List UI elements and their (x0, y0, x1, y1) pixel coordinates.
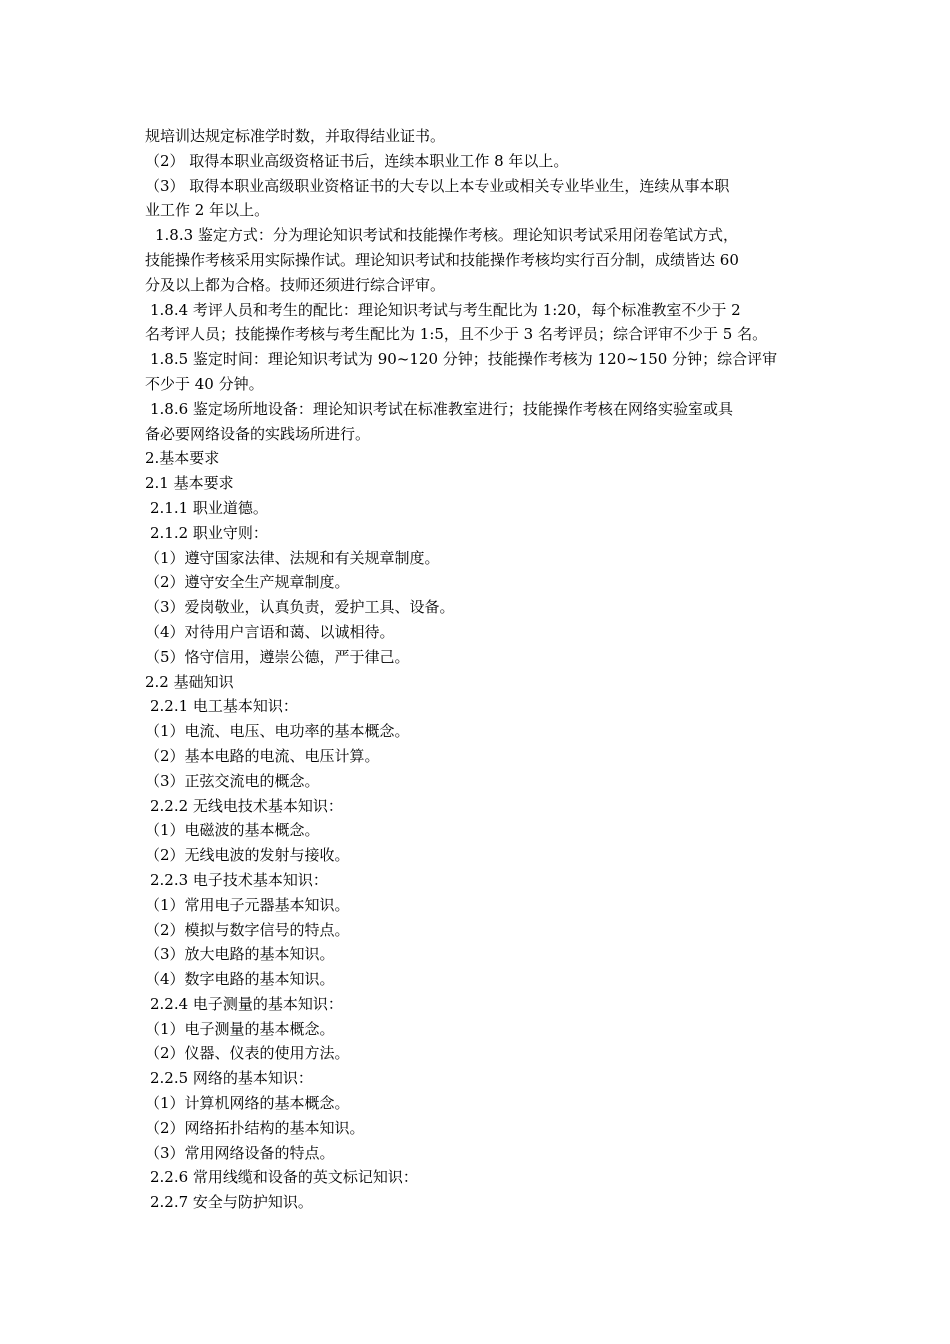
text-line: 名考评人员；技能操作考核与考生配比为 1:5，且不少于 3 名考评员；综合评审不少于 5 名。 (145, 325, 768, 344)
list-item: （1）电流、电压、电功率的基本概念。 (145, 722, 410, 741)
section-heading: 2.1 基本要求 (145, 474, 234, 493)
text-line: 分及以上都为合格。技师还须进行综合评审。 (145, 275, 446, 294)
text-line: 规培训达规定标准学时数，并取得结业证书。 (145, 127, 446, 145)
list-item: （3）放大电路的基本知识。 (145, 945, 335, 964)
subsection-heading: 2.2.2 无线电技术基本知识： (150, 796, 343, 815)
document-body (145, 124, 810, 1215)
subsection-heading: 2.2.6 常用线缆和设备的英文标记知识： (150, 1168, 418, 1187)
subsection-heading: 2.1.2 职业守则： (150, 523, 268, 542)
text-line: 1.8.5 鉴定时间：理论知识考试为 90~120 分钟；技能操作考核为 120~150 分钟；综合评审 (150, 350, 778, 369)
text-line: （3） 取得本职业高级职业资格证书的大专以上本专业或相关专业毕业生，连续从事本职 (145, 176, 730, 195)
subsection-heading: 2.1.1 职业道德。 (150, 498, 268, 517)
text-line: 业工作 2 年以上。 (145, 201, 270, 220)
list-item: （2）仪器、仪表的使用方法。 (145, 1044, 350, 1063)
subsection-heading: 2.2.7 安全与防护知识。 (150, 1193, 313, 1212)
text-line: （2） 取得本职业高级资格证书后，连续本职业工作 8 年以上。 (145, 151, 569, 170)
list-item: （4）数字电路的基本知识。 (145, 970, 335, 989)
list-item: （4）对待用户言语和蔼、以诚相待。 (145, 622, 395, 641)
text-line: 1.8.4 考评人员和考生的配比：理论知识考试与考生配比为 1:20，每个标准教室不少于 2 (150, 300, 741, 319)
subsection-heading: 2.2.4 电子测量的基本知识： (150, 994, 343, 1013)
section-heading: 2.基本要求 (145, 449, 220, 468)
list-item: （2）模拟与数字信号的特点。 (145, 920, 350, 939)
list-item: （5）恪守信用，遵崇公德，严于律己。 (145, 647, 410, 666)
list-item: （3）常用网络设备的特点。 (145, 1143, 335, 1162)
list-item: （1）电磁波的基本概念。 (145, 821, 320, 840)
list-item: （3）正弦交流电的概念。 (145, 771, 320, 790)
list-item: （2）无线电波的发射与接收。 (145, 846, 350, 865)
list-item: （1）电子测量的基本概念。 (145, 1019, 335, 1038)
subsection-heading: 2.2.1 电工基本知识： (150, 697, 298, 716)
subsection-heading: 2.2.3 电子技术基本知识： (150, 870, 328, 889)
list-item: （3）爱岗敬业，认真负责，爱护工具、设备。 (145, 598, 455, 617)
subsection-heading: 2.2.5 网络的基本知识： (150, 1069, 313, 1088)
list-item: （1）常用电子元器基本知识。 (145, 895, 350, 914)
list-item: （1）计算机网络的基本概念。 (145, 1094, 350, 1113)
list-item: （2）网络拓扑结构的基本知识。 (145, 1118, 365, 1137)
text-line: 备必要网络设备的实践场所进行。 (145, 424, 371, 443)
list-item: （2）基本电路的电流、电压计算。 (145, 746, 380, 765)
list-item: （1）遵守国家法律、法规和有关规章制度。 (145, 548, 440, 567)
list-item: （2）遵守安全生产规章制度。 (145, 573, 350, 592)
text-line: 不少于 40 分钟。 (145, 374, 264, 393)
text-line: 1.8.6 鉴定场所地设备：理论知识考试在标准教室进行；技能操作考核在网络实验室或具 (150, 399, 733, 418)
text-line: 1.8.3 鉴定方式：分为理论知识考试和技能操作考核。理论知识考试采用闭卷笔试方式， (155, 226, 738, 245)
section-heading: 2.2 基础知识 (145, 672, 234, 691)
text-line: 技能操作考核采用实际操作试。理论知识考试和技能操作考核均实行百分制，成绩皆达 60 (145, 250, 739, 269)
